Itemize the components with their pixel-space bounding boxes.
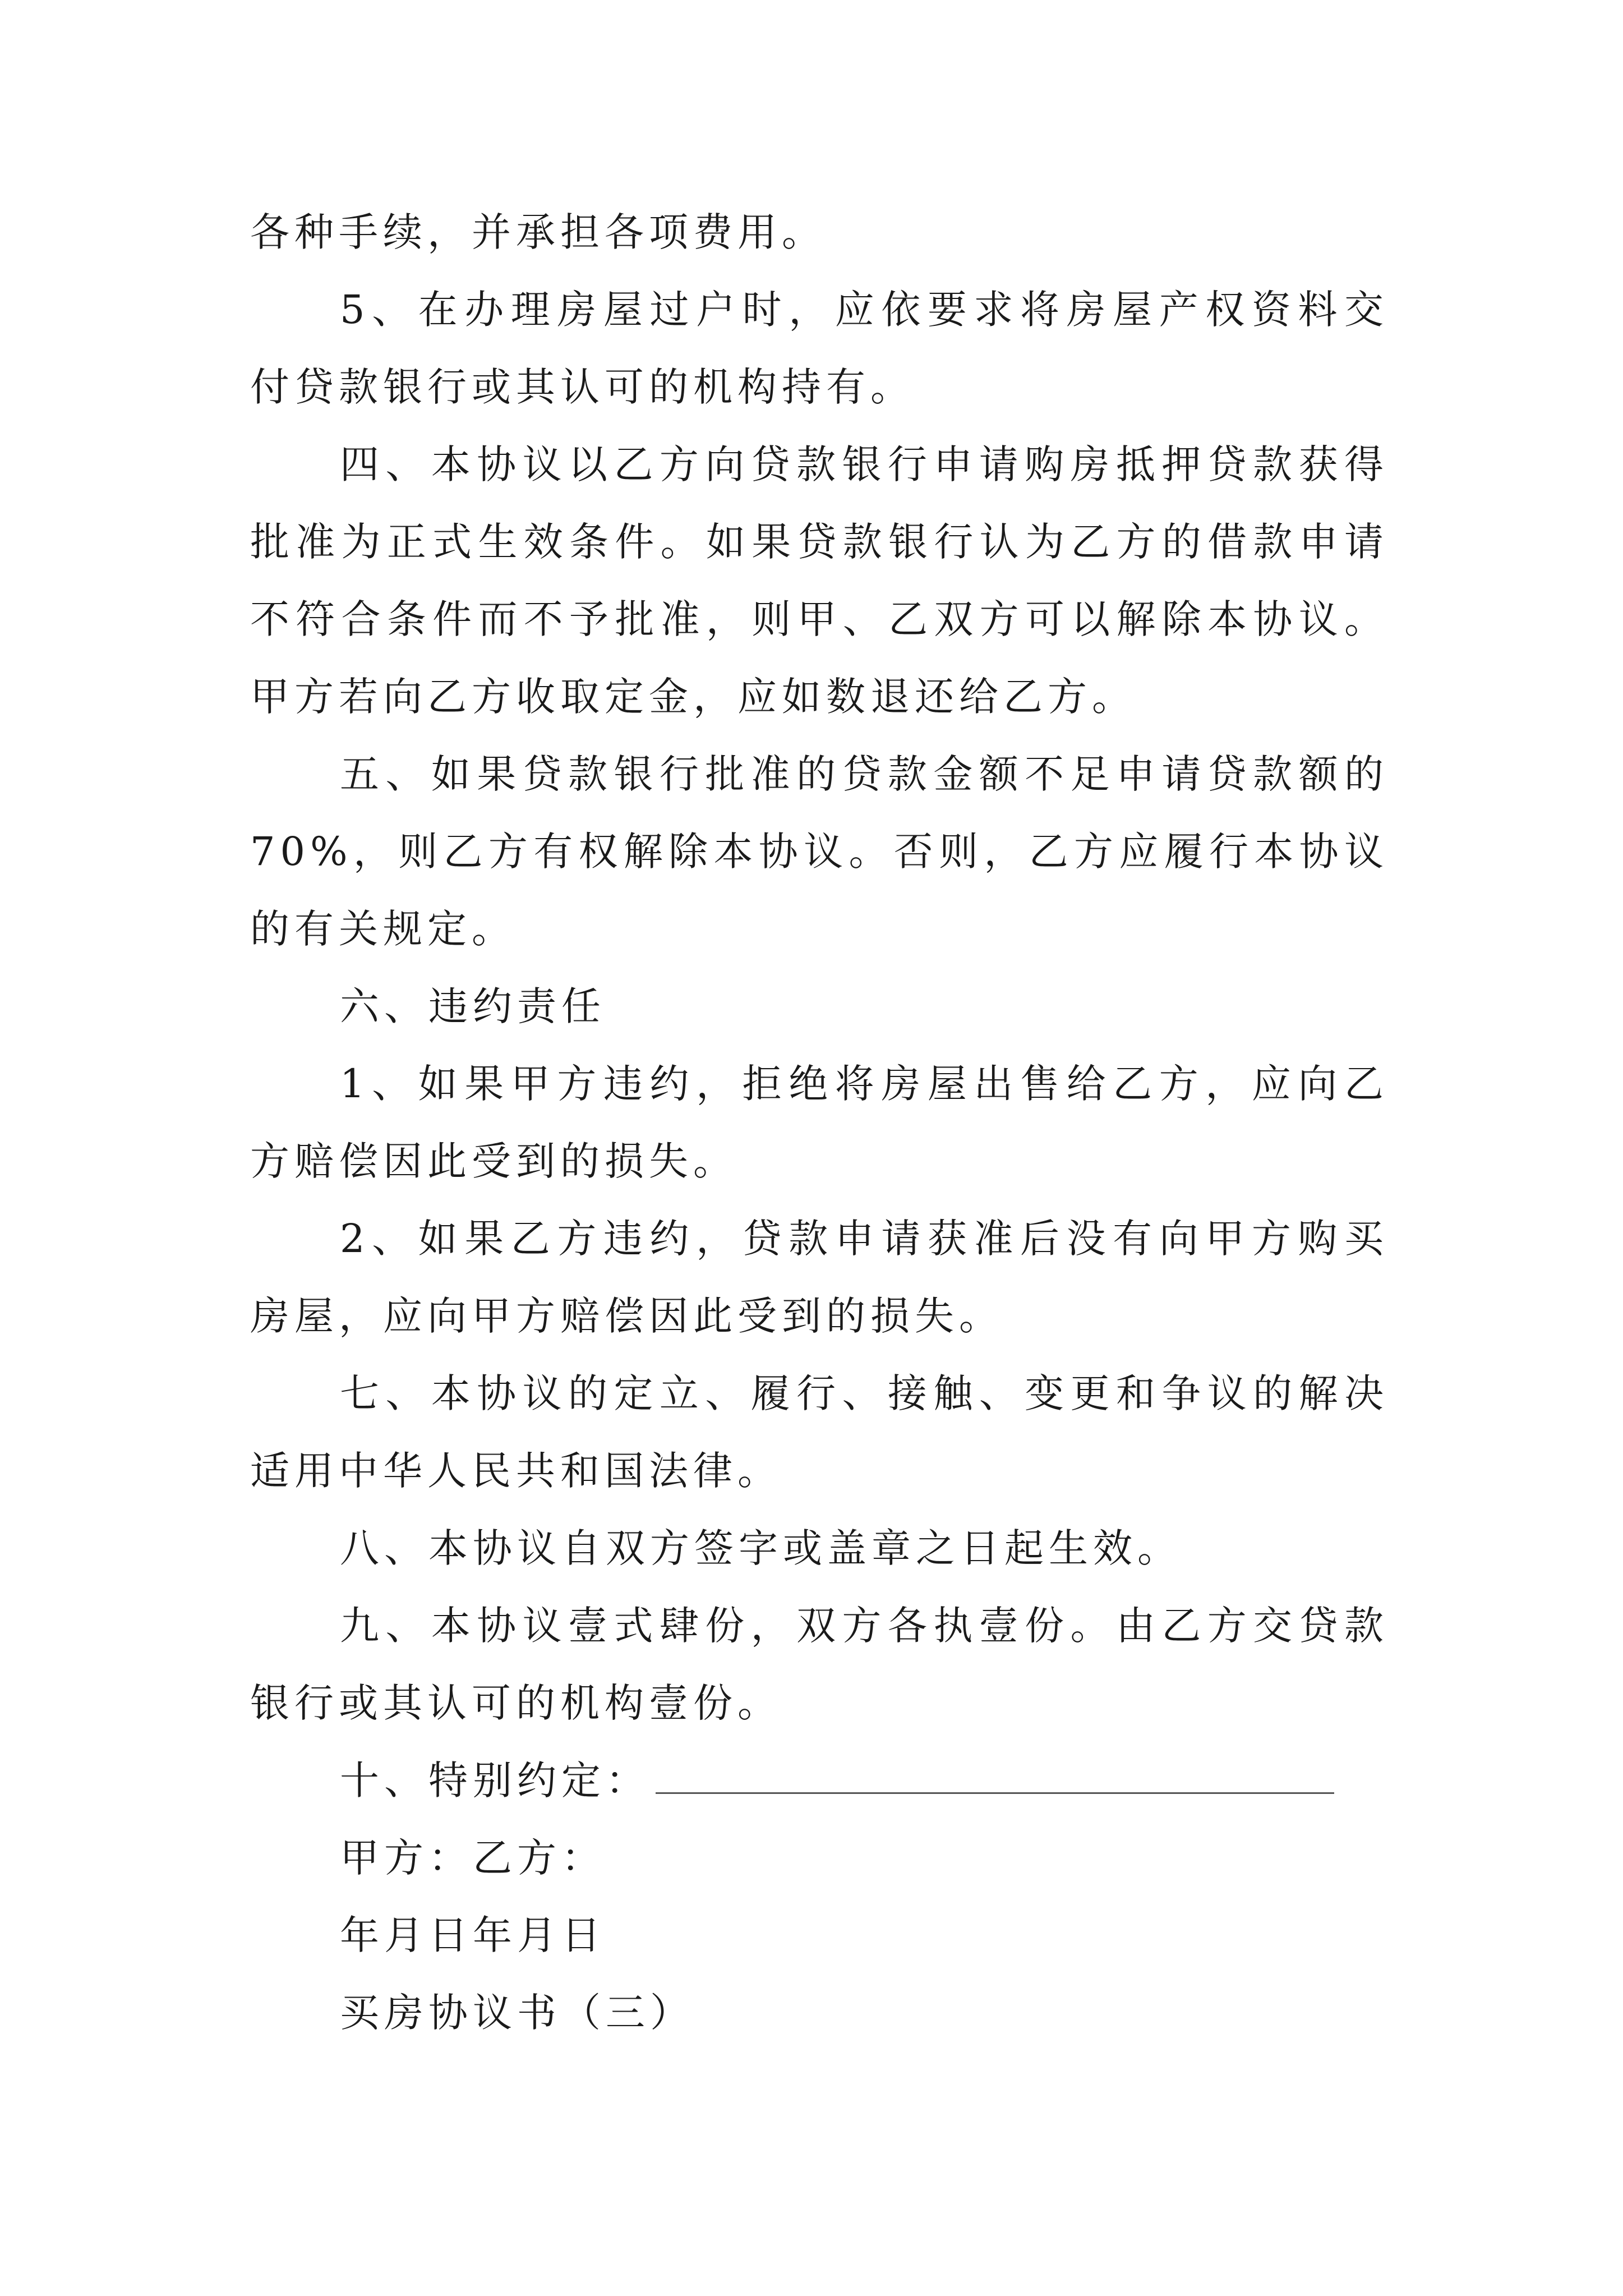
paragraph-clause-5: 5、在办理房屋过户时，应依要求将房屋产权资料交付贷款银行或其认可的机构持有。 xyxy=(250,287,1389,410)
date-line: 年月日年月日 xyxy=(340,1912,606,1958)
paragraph-continuation: 各种手续，并承担各项费用。 xyxy=(250,209,826,255)
heading-breach-liability: 六、违约责任 xyxy=(340,983,606,1029)
signature-line: 甲方：乙方： xyxy=(340,1835,606,1881)
document-body xyxy=(250,194,1389,2051)
paragraph-section-9: 九、本协议壹式肆份，双方各执壹份。由乙方交贷款银行或其认可的机构壹份。 xyxy=(250,1603,1389,1726)
paragraph-breach-1: 1、如果甲方违约，拒绝将房屋出售给乙方，应向乙方赔偿因此受到的损失。 xyxy=(250,1061,1389,1184)
paragraph-section-7: 七、本协议的定立、履行、接触、变更和争议的解决适用中华人民共和国法律。 xyxy=(250,1370,1389,1494)
paragraph-section-5: 五、如果贷款银行批准的贷款金额不足申请贷款额的70%，则乙方有权解除本协议。否则，乙方应履行本协议的有关规定。 xyxy=(250,751,1389,952)
special-terms-row xyxy=(250,1742,1389,1819)
paragraph-section-4: 四、本协议以乙方向贷款银行申请购房抵押贷款获得批准为正式生效条件。如果贷款银行认为乙方的借款申请不符合条件而不予批准，则甲、乙双方可以解除本协议。甲方若向乙方收取定金，应如数退还给乙方。 xyxy=(250,441,1389,720)
paragraph-breach-2: 2、如果乙方违约，贷款申请获准后没有向甲方购买房屋，应向甲方赔偿因此受到的损失。 xyxy=(250,1216,1389,1339)
special-terms-blank-line xyxy=(656,1753,1334,1794)
next-document-title: 买房协议书（三） xyxy=(340,1990,694,2036)
paragraph-section-8: 八、本协议自双方签字或盖章之日起生效。 xyxy=(340,1525,1182,1571)
special-terms-label: 十、特别约定： xyxy=(340,1757,650,1803)
